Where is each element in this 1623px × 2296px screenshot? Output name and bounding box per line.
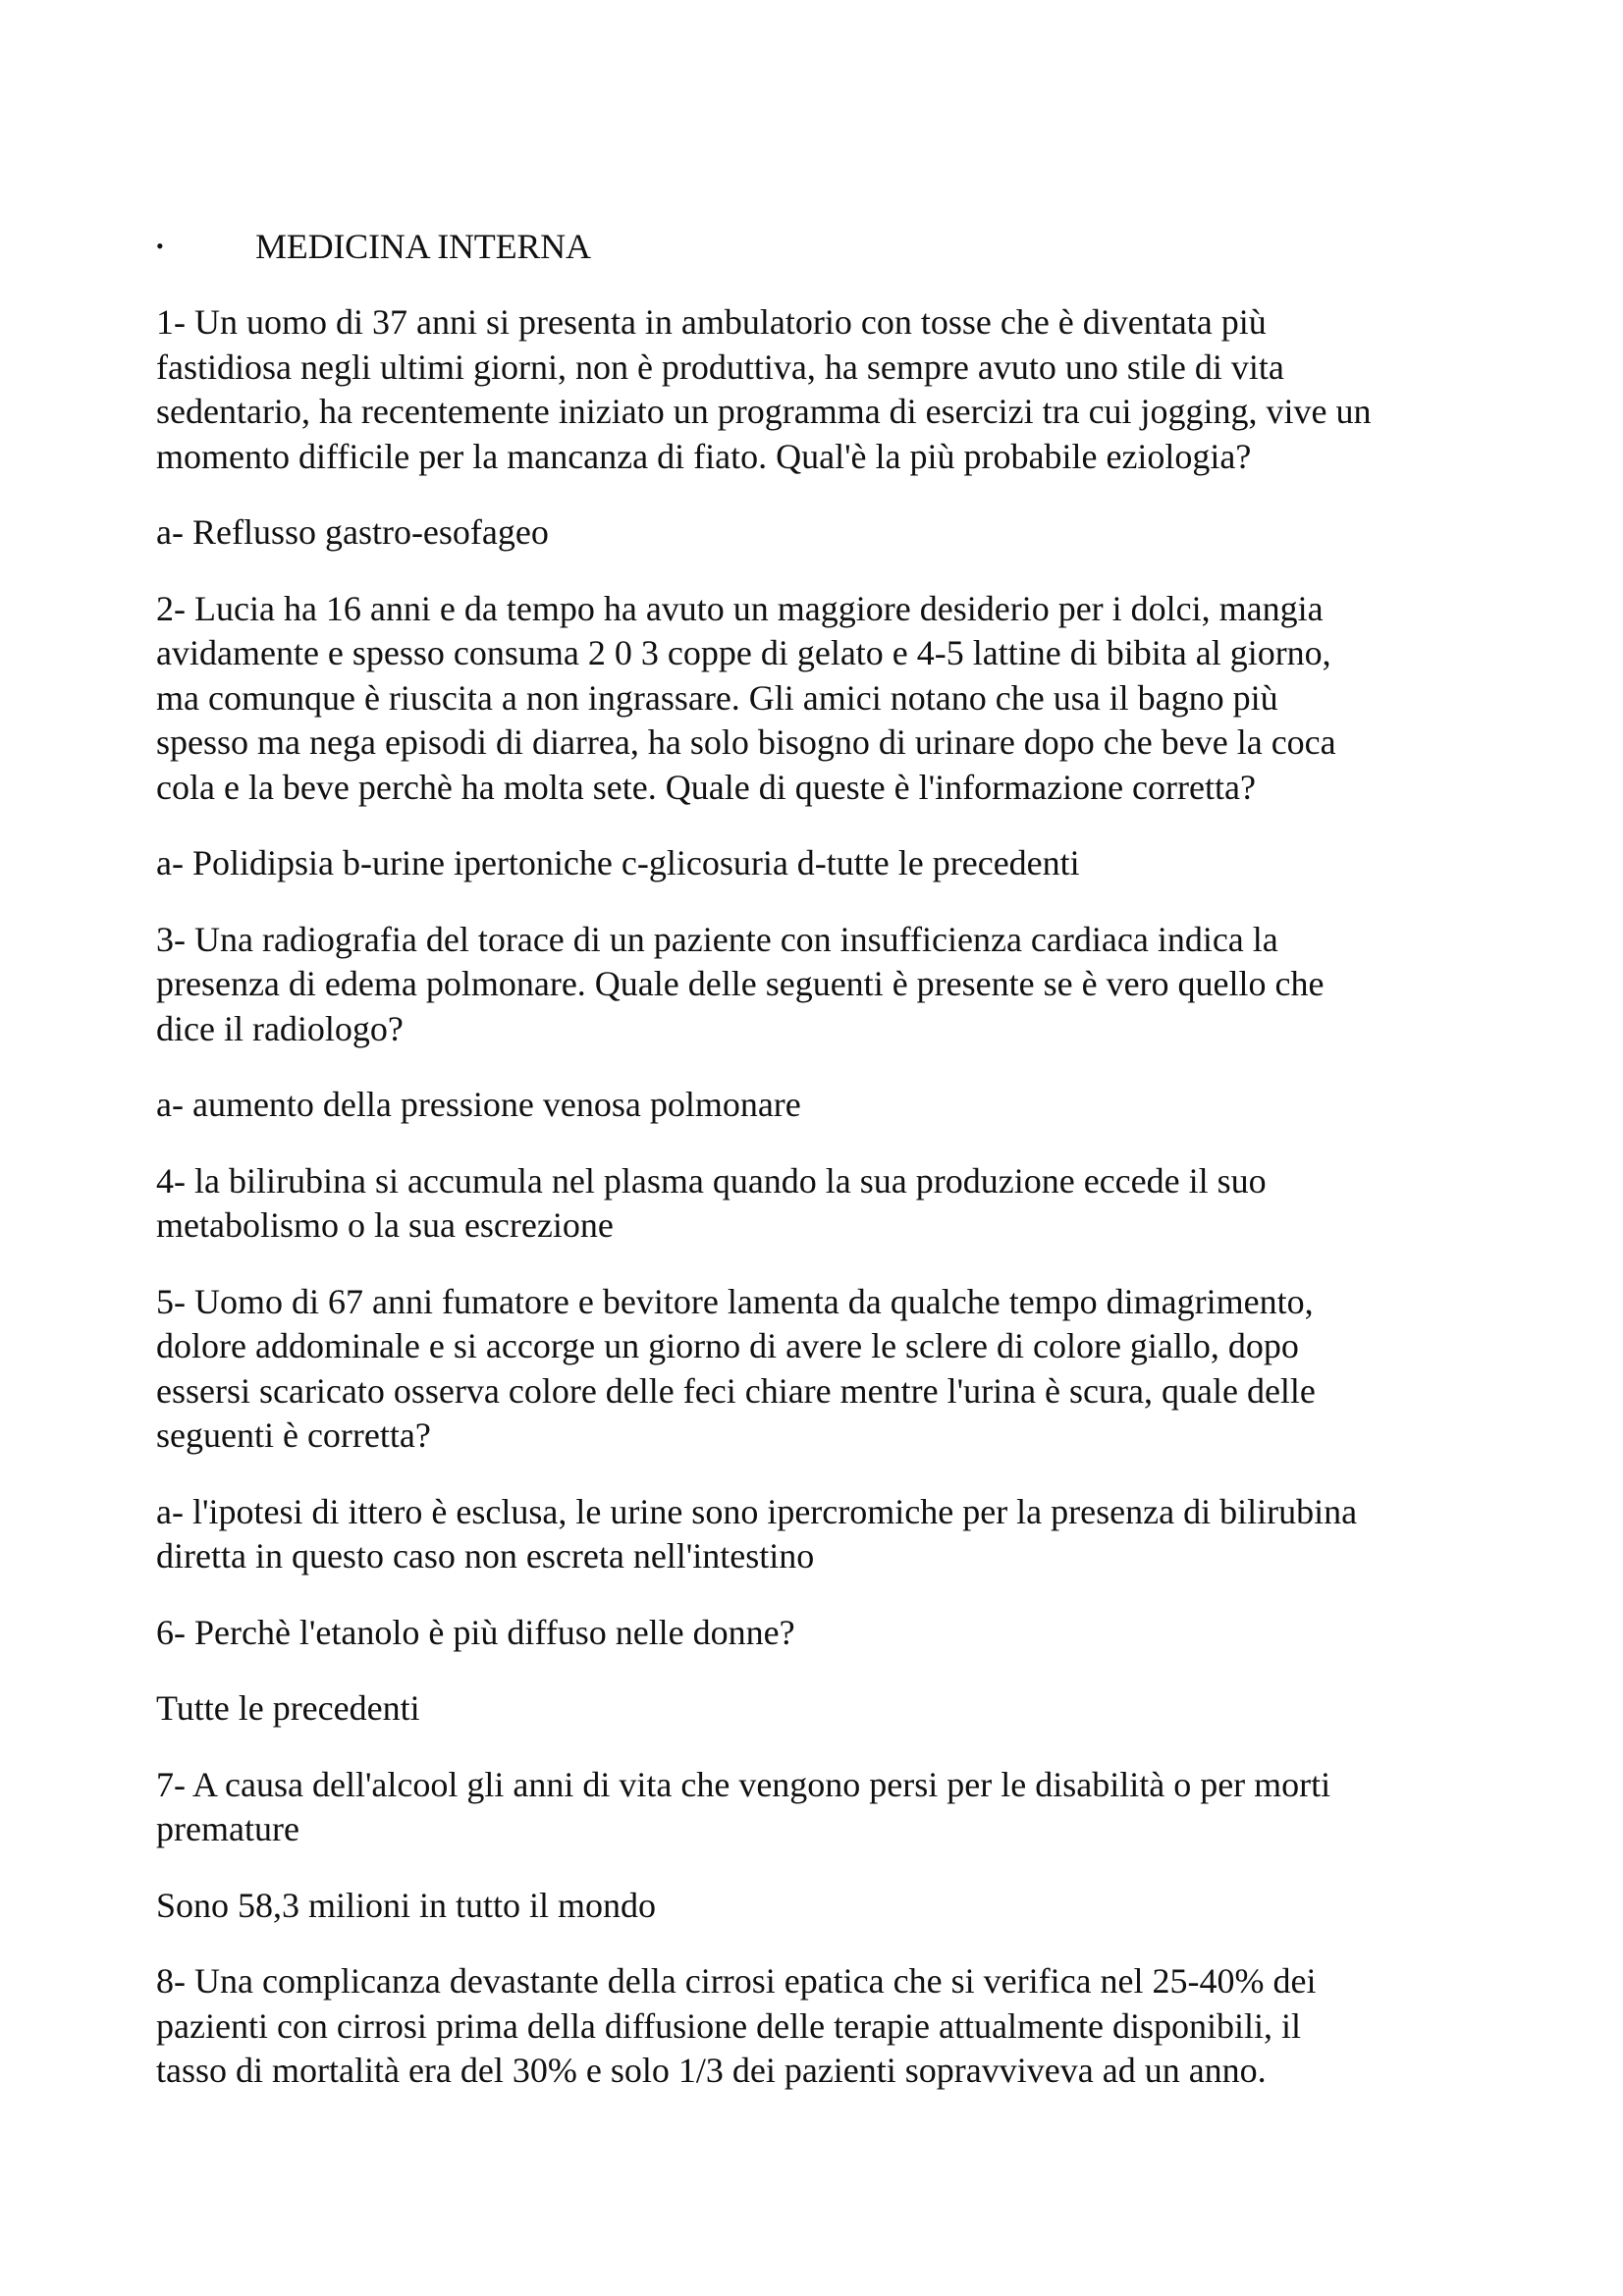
paragraph-a1 [156,510,1491,556]
text-line: pazienti con cirrosi prima della diffusione delle terapie attualmente disponibili, il [156,2005,1301,2046]
text-line: sedentario, ha recentemente iniziato un programma di esercizi tra cui jogging, vive un [156,392,1372,431]
text-line: 2- Lucia ha 16 anni e da tempo ha avuto un maggiore desiderio per i dolci, mangia [156,588,1324,628]
text-line: 6- Perchè l'etanolo è più diffuso nelle donne? [156,1612,795,1652]
text-line: essersi scaricato osserva colore delle feci chiare mentre l'urina è scura, quale delle [156,1370,1316,1411]
text-line: 7- A causa dell'alcool gli anni di vita che vengono persi per le disabilità o per morti [156,1764,1331,1804]
text-line: a- l'ipotesi di ittero è esclusa, le urine sono ipercromiche per la presenza di bilirubina [156,1491,1358,1531]
text-line: premature [156,1809,299,1848]
paragraph-a6 [156,1686,1491,1732]
paragraph-q5 [156,1280,1491,1459]
paragraph-q7 [156,1763,1491,1852]
text-line: cola e la beve perchè ha molta sete. Quale di queste è l'informazione corretta? [156,767,1256,807]
text-line: 3- Una radiografia del torace di un paziente con insufficienza cardiaca indica la [156,919,1278,959]
text-line: a- Reflusso gastro-esofageo [156,512,549,552]
text-line: tasso di mortalità era del 30% e solo 1/3 dei pazienti sopravviveva ad un anno. [156,2051,1267,2090]
bullet-icon: • [156,234,164,258]
text-line: spesso ma nega episodi di diarrea, ha solo bisogno di urinare dopo che beve la coca [156,722,1336,762]
paragraph-q4 [156,1159,1491,1249]
paragraph-q3 [156,918,1491,1052]
paragraph-list [156,300,1491,2094]
text-line: momento difficile per la mancanza di fiato. Qual'è la più probabile eziologia? [156,436,1252,476]
text-line: presenza di edema polmonare. Quale delle seguenti è presente se è vero quello che [156,964,1325,1003]
text-line: dolore addominale e si accorge un giorno di avere le sclere di colore giallo, dopo [156,1326,1299,1365]
paragraph-q6 [156,1611,1491,1656]
section-title: MEDICINA INTERNA [255,227,591,266]
text-line: 4- la bilirubina si accumula nel plasma quando la sua produzione eccede il suo [156,1160,1267,1201]
text-line: 1- Un uomo di 37 anni si presenta in ambulatorio con tosse che è diventata più [156,302,1267,342]
paragraph-a2 [156,841,1491,886]
text-line: metabolismo o la sua escrezione [156,1205,614,1245]
paragraph-a3 [156,1083,1491,1128]
paragraph-a7 [156,1884,1491,1929]
text-line: Tutte le precedenti [156,1688,420,1728]
text-line: 8- Una complicanza devastante della cirrosi epatica che si verifica nel 25-40% dei [156,1961,1317,2001]
text-line: ma comunque è riuscita a non ingrassare. Gli amici notano che usa il bagno più [156,677,1278,718]
paragraph-q2 [156,587,1491,811]
text-line: a- Polidipsia b-urine ipertoniche c-glicosuria d-tutte le precedenti [156,843,1080,882]
text-line: diretta in questo caso non escreta nell'intestino [156,1536,815,1575]
text-line: seguenti è corretta? [156,1415,431,1455]
text-line: avidamente e spesso consuma 2 0 3 coppe di gelato e 4-5 lattine di bibita al giorno, [156,633,1331,672]
text-line: dice il radiologo? [156,1008,404,1048]
text-line: Sono 58,3 milioni in tutto il mondo [156,1885,657,1925]
paragraph-q8 [156,1959,1491,2094]
text-line: fastidiosa negli ultimi giorni, non è produttiva, ha sempre avuto uno stile di vita [156,347,1284,387]
paragraph-q1 [156,300,1491,479]
text-line: a- aumento della pressione venosa polmonare [156,1085,801,1124]
document-body [156,224,1491,2125]
paragraph-a5 [156,1490,1491,1579]
text-line: 5- Uomo di 67 anni fumatore e bevitore lamenta da qualche tempo dimagrimento, [156,1281,1314,1321]
section-heading [156,224,1491,269]
